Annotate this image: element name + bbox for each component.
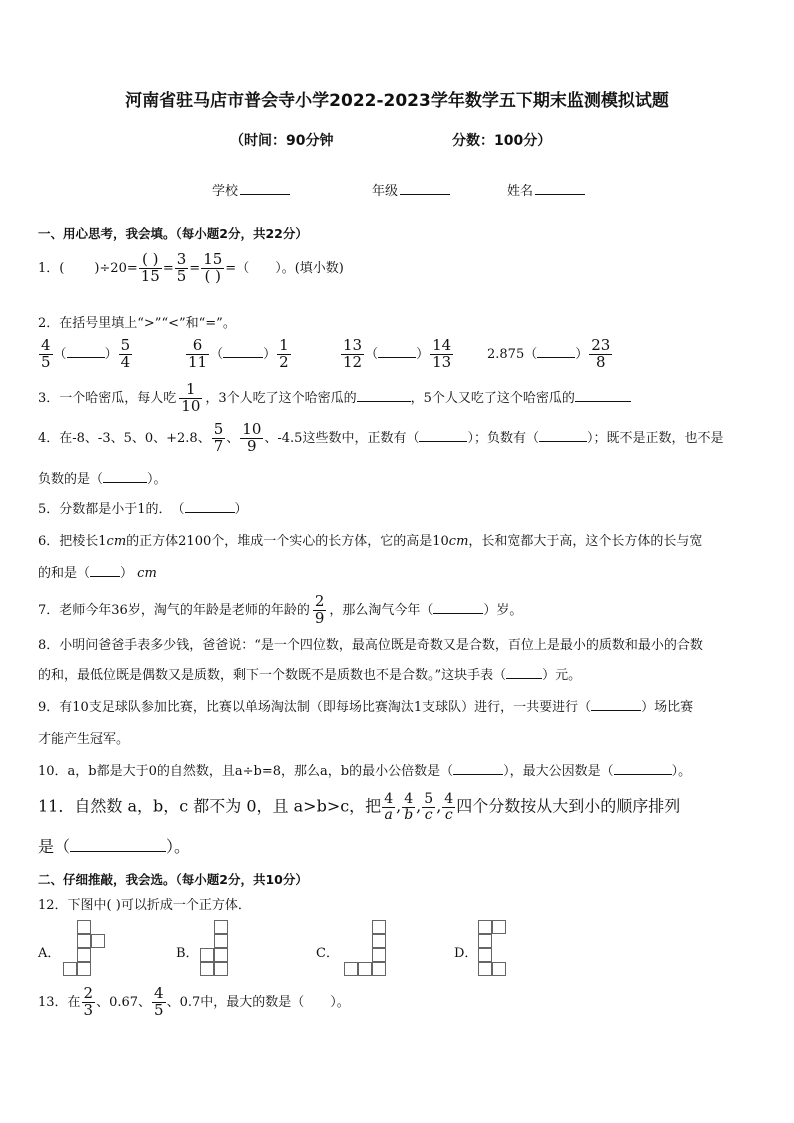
- page-title: 河南省驻马店市普会寺小学2022-2023学年数学五下期末监测模拟试题: [125, 91, 669, 111]
- question-9-line-2: 才能产生冠军。: [38, 732, 130, 747]
- section-two-heading: 二、仔细推敲，我会选。（每小题2分，共10分）: [38, 872, 308, 887]
- question-4: 4．在-8、-3、5、0、+2.8、 $\frac{5}{7}$ 、 $\frac{10}{9}$ 、-4.5这些数中，正数有（ ）；负数有（ ）；既不是正数，也不是: [38, 420, 724, 455]
- question-12: 12．下图中( )可以折成一个正方体．: [38, 898, 251, 913]
- question-8: 8．小明问爸爸手表多少钱，爸爸说：“是一个四位数，最高位既是奇数又是合数，百位上是最小的质数和最小的合数: [38, 638, 703, 653]
- question-11: 11．自然数 a，b，c 都不为 0，且 a>b>c，把 $\frac{4}{a}$ , $\frac{4}{b}$ , $\frac{5}{c}$ , $\frac{4}{c}$ 四个分数按从大到小的顺序排列: [38, 791, 681, 823]
- question-5: 5．分数都是小于1的． （ ）: [38, 502, 248, 517]
- question-6: 6．把棱长1cm的正方体2100个，堆成一个实心的长方体，它的高是10cm，长和宽都大于高，这个长方体的长与宽: [38, 534, 703, 549]
- option-b-label[interactable]: B．: [176, 946, 199, 961]
- grade-field[interactable]: 年级: [372, 180, 450, 199]
- question-10: 10．a，b都是大于0的自然数，且a÷b=8，那么a，b的最小公倍数是（ ），最大公因数是（ ）。: [38, 764, 692, 779]
- name-field[interactable]: 姓名: [507, 180, 585, 199]
- question-8-line-2: 的和，最低位既是偶数又是质数，剩下一个数既不是质数也不是合数。”这块手表（ ）元。: [38, 668, 582, 683]
- question-11-line-2: 是（ ）。: [38, 837, 191, 856]
- question-4-line-2: 负数的是（ ）。: [38, 472, 167, 487]
- option-c-label[interactable]: C．: [316, 946, 339, 961]
- question-2-pair-3: $\frac{13}{12}$ （ ） $\frac{14}{13}$: [343, 336, 452, 371]
- question-3: 3．一个哈密瓜，每人吃 $\frac{1}{10}$ ，3个人吃了这个哈密瓜的 ，5个人又吃了这个哈密瓜的: [38, 382, 631, 415]
- section-one-heading: 一、用心思考，我会填。（每小题2分，共22分）: [38, 226, 308, 241]
- question-6-line-2: 的和是（ ） cm: [38, 566, 157, 581]
- exam-score: 分数：100分）: [452, 133, 552, 149]
- question-2-pair-4: 2.875（ ） $\frac{23}{8}$: [487, 336, 611, 371]
- question-9: 9．有10支足球队参加比赛，比赛以单场淘汰制（即每场比赛淘汰1支球队）进行，一共要进行（ ）场比赛: [38, 700, 694, 715]
- option-a-label[interactable]: A．: [38, 946, 61, 961]
- option-d-label[interactable]: D．: [454, 946, 478, 961]
- question-1: 1．( )÷20= $\frac{( )}{15}$ = $\frac{3}{5}$ = $\frac{15}{( )}$ =（ ）。(填小数): [38, 250, 344, 285]
- question-2-pair-1: $\frac{4}{5}$ （ ） $\frac{5}{4}$: [41, 336, 131, 371]
- question-2-pair-2: $\frac{6}{11}$ （ ） $\frac{1}{2}$: [188, 336, 289, 371]
- question-7: 7．老师今年36岁，淘气的年龄是老师的年龄的 $\frac{2}{9}$ ，那么淘气今年（ ）岁。: [38, 592, 523, 627]
- school-field[interactable]: 学校: [212, 180, 290, 199]
- question-13: 13．在 $\frac{2}{3}$ 、0.67、 $\frac{4}{5}$ 、0.7中，最大的数是（ ）。: [38, 984, 350, 1019]
- question-2: 2．在括号里填上“>”“<”和“=”。: [38, 316, 236, 331]
- exam-time: （时间：90分钟: [230, 133, 334, 149]
